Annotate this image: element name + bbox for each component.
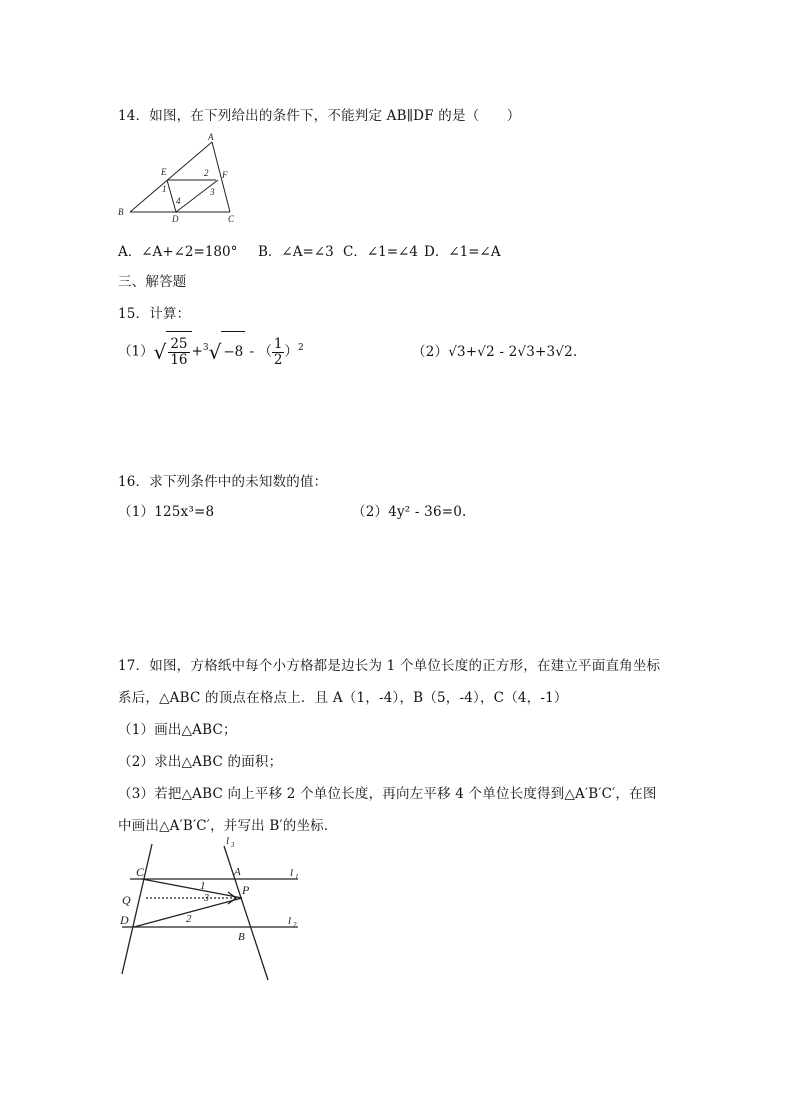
q16-part2: （2）4y² - 36=0. <box>352 504 467 520</box>
q17-part2: （2）求出△ABC 的面积； <box>118 754 283 770</box>
q17-label-l2: l <box>288 915 292 927</box>
q17-label-l2-sub: 2 <box>293 921 297 929</box>
q17-label-b: B <box>238 931 245 943</box>
q14-label-c: C <box>228 214 235 224</box>
q17-part3b: 中画出△A′B′C′，并写出 B′的坐标． <box>118 818 338 834</box>
q17-label-p: P <box>242 883 250 897</box>
q14-option-c: C．∠1=∠4 <box>343 244 418 260</box>
q14-line-ed <box>167 180 176 212</box>
q14-line-ab <box>130 142 212 212</box>
q17-label-c: C <box>136 865 145 879</box>
q17-label-a: A <box>234 866 241 878</box>
q14-label-f: F <box>222 170 228 180</box>
q14-figure <box>112 130 242 224</box>
q15-frac-1-2: $\frac{1}{2}$ <box>273 336 283 368</box>
q15-part1-label: （1） <box>118 343 154 360</box>
q17-label-1: 1 <box>200 880 206 892</box>
q15-frac-25-16: $\frac{25}{16}$ <box>170 336 188 368</box>
q17-line-cd <box>122 844 152 974</box>
q17-label-l3: l <box>226 835 230 847</box>
q15-part2: （2）√3+√2 - 2√3+3√2. <box>412 344 578 360</box>
sqrt-symbol: √ <box>153 340 167 364</box>
q17-line-l3 <box>224 846 268 980</box>
q15-part1: （1）√ $\frac{25}{16}$ +$^3$√ −8 - （ $\frac{1}{2}$ ）$^2$ <box>118 328 304 368</box>
q17-line1: 17．如图，方格纸中每个小方格都是边长为 1 个单位长度的正方形，在建立平面直角坐标 <box>118 658 661 674</box>
q14-label-1: 1 <box>162 184 167 194</box>
q17-label-3: 3 <box>204 893 209 904</box>
q14-label-e: E <box>161 167 167 177</box>
q14-option-d: D．∠1=∠A <box>424 244 501 260</box>
cube-root-symbol: √ <box>208 340 222 364</box>
q17-label-d: D <box>120 913 129 927</box>
q17-part1: （1）画出△ABC； <box>118 722 237 738</box>
q14-label-a: A <box>208 132 214 142</box>
q15-stem: 15．计算： <box>118 306 191 322</box>
q17-label-l1: l <box>290 867 294 879</box>
q17-part3a: （3）若把△ABC 向上平移 2 个单位长度，再向左平移 4 个单位长度得到△A′B′C′，在图 <box>118 786 657 802</box>
q16-stem: 16．求下列条件中的未知数的值： <box>118 474 328 490</box>
q17-line-cp <box>142 879 242 898</box>
q14-label-3: 3 <box>210 187 215 197</box>
q14-option-a: A．∠A+∠2=180° <box>118 244 238 260</box>
q14-label-4: 4 <box>176 196 181 206</box>
q17-label-2: 2 <box>186 913 192 925</box>
q17-figure <box>112 832 312 982</box>
q14-label-2: 2 <box>204 168 209 178</box>
q17-line2: 系后，△ABC 的顶点在格点上．且 A（1，-4），B（5，-4），C（4，-1） <box>118 690 568 706</box>
q17-label-l1-sub: 1 <box>295 873 299 881</box>
q14-stem: 14．如图，在下列给出的条件下，不能判定 AB∥DF 的是（ ） <box>118 108 521 124</box>
q17-label-l3-sub: 3 <box>231 841 235 849</box>
section-heading: 三、解答题 <box>118 274 187 290</box>
q14-label-d: D <box>172 214 179 224</box>
q16-part1: （1）125x³=8 <box>118 504 215 520</box>
q17-label-q: Q <box>122 893 131 907</box>
q14-label-b: B <box>118 207 124 217</box>
q14-option-b: B．∠A=∠3 <box>258 244 334 260</box>
